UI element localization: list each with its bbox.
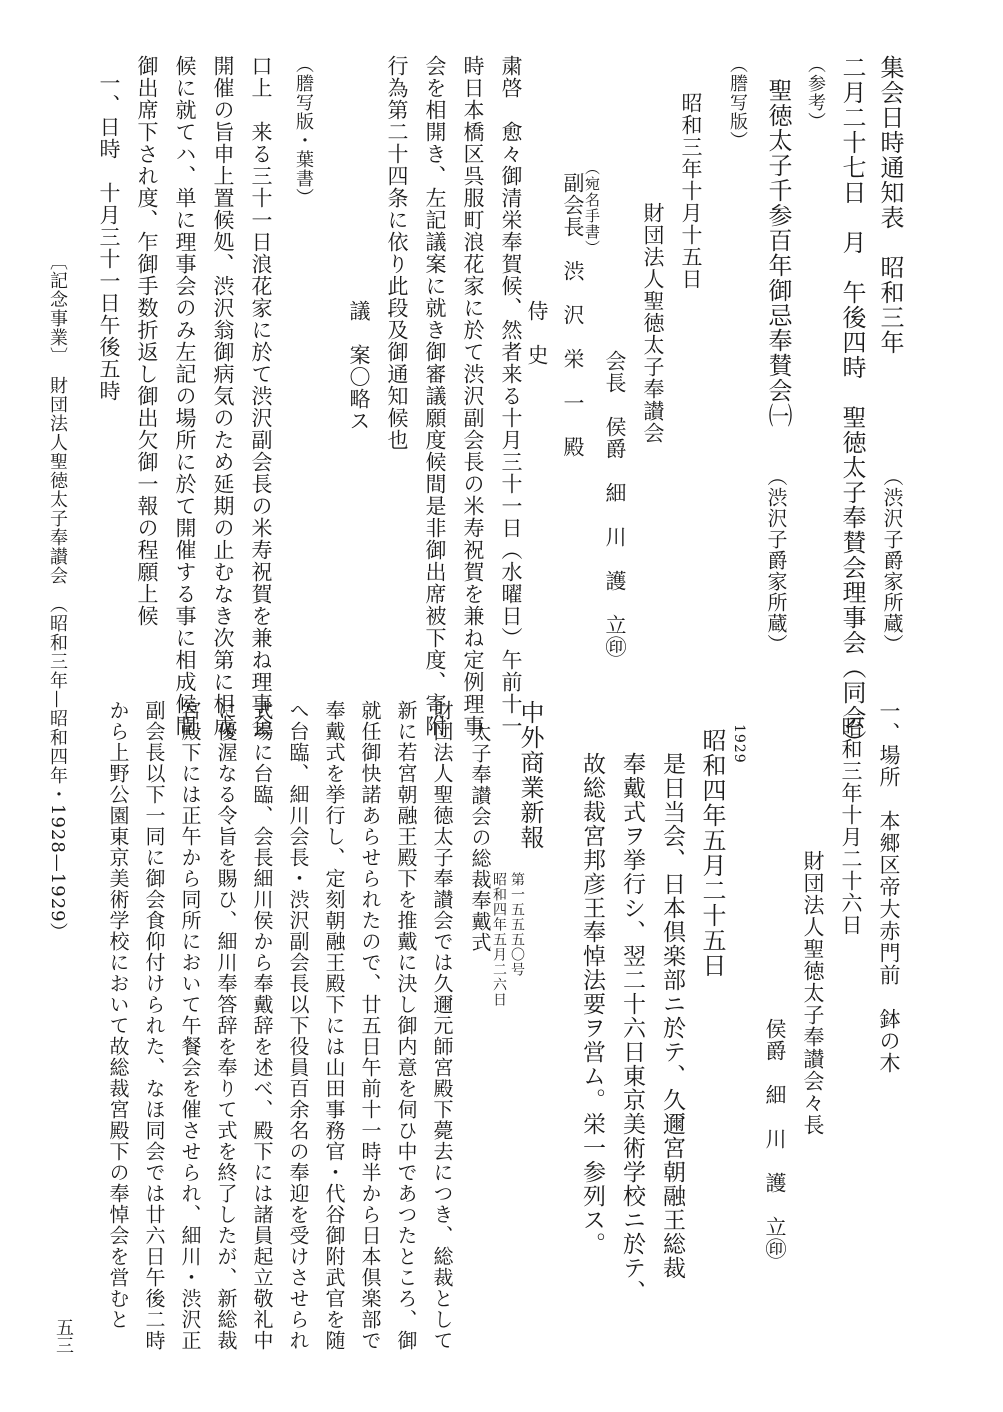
notice-line: 御出席下され度、乍御手数折返し御出欠御一報の程願上候 [135,55,159,627]
notice-item-time: 一、日時 十月三十一日午後五時 [97,72,121,402]
letter-date: 昭和三年十月十五日 [679,92,703,290]
entry-summary-line: 故総裁宮邦彦王奉悼法要ヲ営ム。栄一参列ス。 [579,752,605,1256]
letter-line: 会を相開き、左記議案に就き御審議願度候間是非御出席被下度、寄附 [423,55,447,737]
sender-org: 財団法人聖徳太子奉讃会 [641,202,665,444]
source-note: （渋沢子爵家所蔵） [764,466,788,655]
article-line: 式場に台臨、会長細川侯から奉戴辞を述べ、殿下には諸員起立敬礼中 [250,700,274,1351]
notice-line: 開催の旨申上置候処、渋沢翁御病気のため延期の止むなき次第に相成 [211,55,235,737]
article-line: に優渥なる令旨を賜ひ、細川奉答辞を奉りて式を終了したが、新総裁 [214,700,238,1351]
entry-summary-line: 奉戴式ヲ挙行シ、翌二十六日東京美術学校ニ於テ、 [619,752,645,1304]
article-line: 宮殿下には正午から同所において午餐会を催させられ、細川・渋沢正 [178,700,202,1351]
article-line: 就任御快諾あらせられたので、廿五日午前十一時半から日本倶楽部で [358,700,382,1351]
notice-sender-name: 侯爵 細 川 護 立㊞ [763,1018,787,1260]
article-line: へ台臨、細川会長・渋沢副会長以下役員百余名の奉迎を受けさせられ [286,700,310,1351]
section-heading: 聖徳太子千参百年御忌奉賛会㈠ [764,78,792,428]
notice-date: 昭和三年十月二十六日 [839,716,863,936]
reference-marker: （参考） [805,55,826,131]
newspaper-title: 中外商業新報 [516,700,544,850]
article-line: 新に若宮朝融王殿下を推戴に決し御内意を伺ひ中であつたところ、御 [394,700,418,1351]
letter-line: 時日本橋区呉服町浪花家に於て渋沢副会長の米寿祝賀を兼ね定例理事 [461,55,485,737]
schedule-title: 集会日時通知表 昭和三年 [876,55,904,355]
letter-line: 粛啓 愈々御清栄奉賀候、然者来る十月三十一日（水曜日）午前十一 [499,55,523,737]
notice-line: 候に就てハ、単に理事会のみ左記の場所に於て開催する事に相成候間 [173,55,197,737]
article-line: から上野公園東京美術学校において故総裁宮殿下の奉悼会を営むと [106,700,130,1330]
entry-summary-line: 是日当会、日本倶楽部ニ於テ、久邇宮朝融王総裁 [659,752,685,1280]
schedule-entry: 二月二十七日 月 午後四時 聖徳太子奉賛会理事会（同会） [838,55,866,755]
format-note: （謄写版） [727,55,748,150]
newspaper-date: 昭和四年五月二六日 [491,872,507,1007]
agenda-note: 議 案〇略ス [347,300,371,432]
notice-item-place: 一、場所 本郷区帝大赤門前 鉢の木 [877,700,901,1074]
article-line: 奉戴式を挙行し、定刻朝融王殿下には山田事務官・代谷御附武官を随 [322,700,346,1351]
article-headline: 太子奉讃会の総裁奉戴式 [468,722,492,953]
article-line: 財団法人聖徳太子奉讃会では久邇元師宮殿下薨去につき、総裁として [430,700,454,1351]
article-line: 副会長以下一同に御会食仰付けられた、なほ同会では廿六日午後二時 [142,700,166,1351]
source-note: （渋沢子爵家所蔵） [880,466,904,655]
newspaper-issue: 第一五五五〇号 [509,872,525,977]
format-note: （謄写版・葉書） [293,55,314,207]
notice-line: 口上 来る三十一日浪花家に於て渋沢副会長の米寿祝賀を兼ね理事会 [249,55,273,737]
address-note: （宛名手書） [583,160,601,256]
recipient-name: 副会長 渋 沢 栄 一 殿 [561,172,585,458]
salutation: 侍 史 [525,300,549,366]
entry-date-heading: 昭和四年五月二十五日 [698,728,726,978]
sender-name: 会長 侯爵 細 川 護 立㊞ [603,350,627,658]
running-header: 〔記念事業〕 財団法人聖徳太子奉讃会 （昭和三年—昭和四年・1928—1929） [47,252,68,942]
page-number: 五三 [53,1318,74,1354]
year-marker: 1929 [731,724,747,764]
notice-sender-org: 財団法人聖徳太子奉讃会々長 [801,850,825,1136]
letter-line: 行為第二十四条に依り此段及御通知候也 [385,55,409,451]
